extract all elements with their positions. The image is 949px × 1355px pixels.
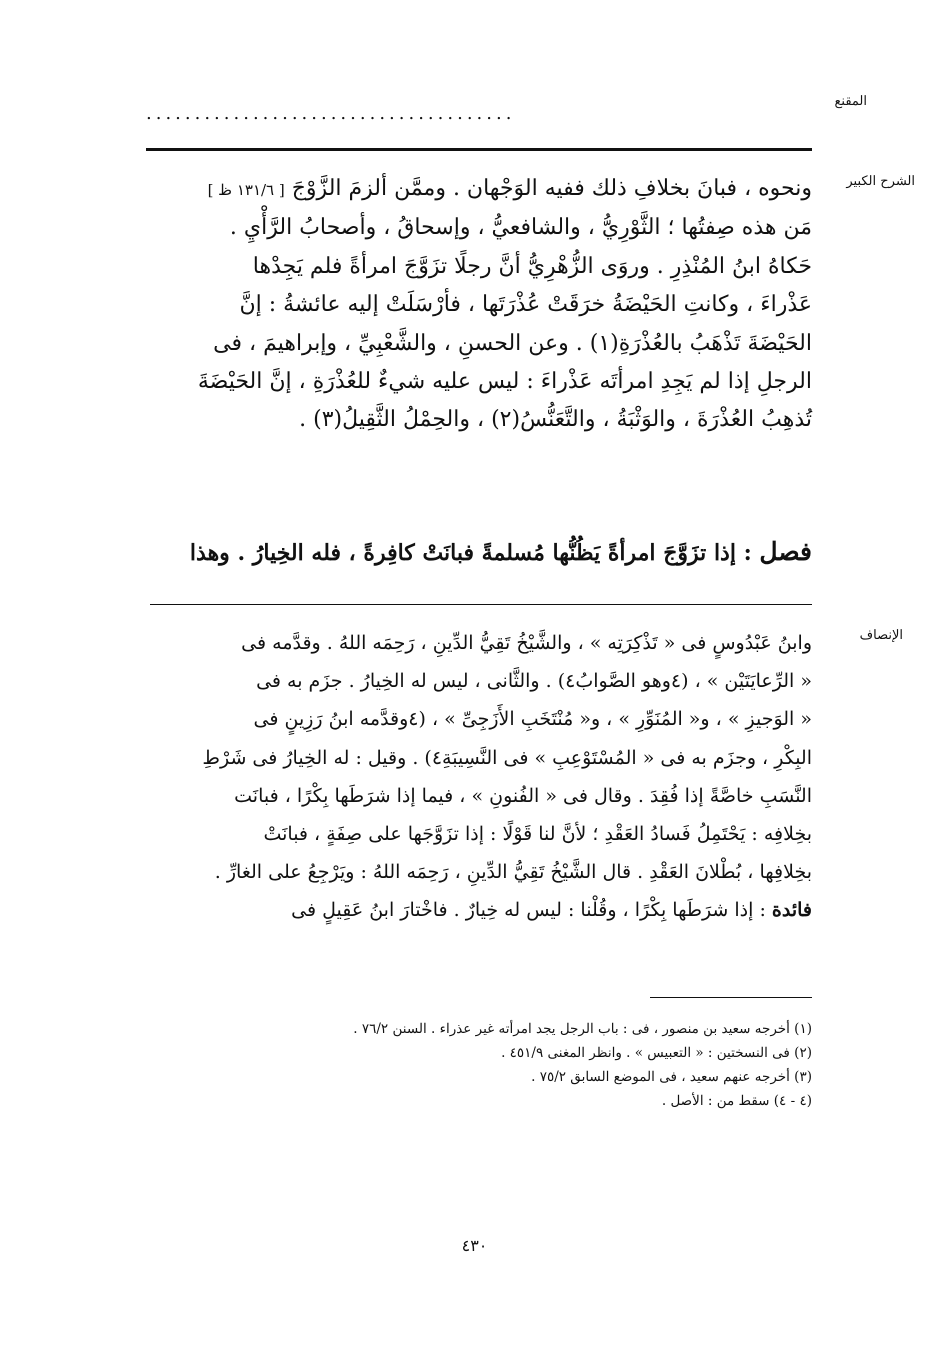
page-number: ٤٣٠	[461, 1236, 488, 1255]
sharh-text	[150, 170, 812, 440]
insaf-line: البِكْرِ ، وجزَم به فى « المُسْتَوْعِبِ » فى النَّسِيبَةِ٤) . وقيل : له الخِيارُ فى شَرْطِ	[202, 746, 812, 769]
fasl-text: : إذا تزَوَّجَ امرأةً يَظُنُّها مُسلمةً فبانَتْ كافِرةً ، فله الخِيارُ . وهذا	[189, 540, 752, 566]
folio-reference: [ ١٣١/٦ ظ ]	[207, 181, 285, 199]
section-divider	[150, 604, 812, 605]
insaf-line: بخِلافِه : يَحْتَمِلُ فَسادُ العَقْدِ ؛ لأنَّ لنا قَوْلًا : إذا تزَوَّجَها على صِفَةٍ ، فبانَتْ	[263, 823, 812, 846]
footnote: (٢) فى النسختين : « التعبيس » . وانظر المغنى ٤٥١/٩ .	[501, 1045, 812, 1061]
footnote-rule	[650, 997, 812, 998]
faida-heading: فائدة	[771, 899, 812, 922]
footnote: (٤ - ٤) سقط من : الأصل .	[661, 1093, 812, 1109]
fasl-section	[150, 534, 812, 571]
header-dotted-leader: ......................................	[146, 104, 516, 124]
fasl-heading: فصل	[759, 537, 812, 566]
sharh-line: الرجلِ إذا لم يَجِدِ امرأتَه عَذْراءَ : ليس عليه شيءٌ للعُذْرَةِ ، إنَّ الحَيْضَةَ	[197, 369, 812, 395]
insaf-line: « الوَجيزِ » ، و« المُنَوِّرِ » ، و« مُنْتَخَبِ الأَزَجِىِّ » ، (٤وقدَّمه ابنُ رَزِينٍ فى	[253, 708, 812, 731]
insaf-text	[150, 624, 812, 930]
sharh-line: حَكاهُ ابنُ المُنْذِرِ . وروَى الزُّهْرِيُّ أنَّ رجلًا تزَوَّجَ امرأةً فلم يَجِدْها	[252, 253, 812, 279]
footnote: (١) أخرجه سعيد بن منصور ، فى : باب الرجل يجد امرأته غير عذراء . السنن ٧٦/٢ .	[353, 1021, 812, 1037]
insaf-margin-label: الإنصاف	[859, 628, 903, 643]
header-title: المقنع	[834, 94, 867, 109]
insaf-line: وابنُ عَبْدُوسٍ فى « تَذْكِرَتِه » ، والشَّيْخُ تَقِيُّ الدِّينِ ، رَحِمَه اللهُ . وقدَّمه فى	[241, 632, 812, 654]
header-rule	[146, 148, 812, 151]
sharh-line: عَذْراءَ ، وكانتِ الحَيْضَةُ خرَقَتْ عُذْرَتَها ، فأرْسَلَتْ إليه عائشةُ : إنَّ	[239, 292, 812, 318]
footnote: (٣) أخرجه عنهم سعيد ، فى الموضع السابق ٧٥/٢ .	[531, 1069, 812, 1085]
sharh-line: مَن هذه صِفتُها ؛ الثَّوْرِيُّ ، والشافعيُّ ، وإسحاقُ ، وأصحابُ الرَّأْيِ .	[229, 215, 812, 241]
sharh-line: ونحوه ، فبانَ بخلافِ ذلك ففيه الوَجْهان . وممَّن ألزمَ الزَّوْجَ [ ١٣١/٦ ظ ]	[207, 176, 812, 201]
sharh-line: تُذهِبُ العُذْرَةَ ، والوَثْبَةُ ، والتَّعَنُّسُ(٢) ، والحِمْلُ الثَّقِيلُ(٣) .	[299, 407, 812, 433]
insaf-line	[150, 891, 812, 929]
faida-text: : إذا شرَطَها بِكْرًا ، وقُلْنا : ليس له خِيارٌ . فاخْتارَ ابنُ عَقِيلٍ فى	[291, 899, 766, 922]
sharh-line: الحَيْضَةَ تَذْهَبُ بالعُذْرَةِ(١) . وعن الحسنِ ، والشَّعْبِيِّ ، وإبراهيمَ ، فى	[213, 330, 812, 356]
footnotes	[150, 1017, 812, 1113]
insaf-line: « الرِّعايَتَيْن » ، (٤وهو الصَّوابُ٤) . والثَّانى ، ليس له الخِيارُ . جزَم به فى	[256, 670, 812, 693]
insaf-line: بخِلافِها ، بُطْلانَ العَقْدِ . قال الشَّيْخُ تَقِيُّ الدِّينِ ، رَحِمَه اللهُ : ويَرْجِعُ على الغارِّ .	[214, 861, 812, 884]
sharh-margin-label: الشرح الكبير	[846, 174, 915, 189]
insaf-line: النَّسَبِ خاصَّةً إذا فُقِدَ . وقال فى « الفُنونِ » ، فيما إذا شرَطَها بِكْرًا ، فبانَت	[234, 784, 812, 807]
